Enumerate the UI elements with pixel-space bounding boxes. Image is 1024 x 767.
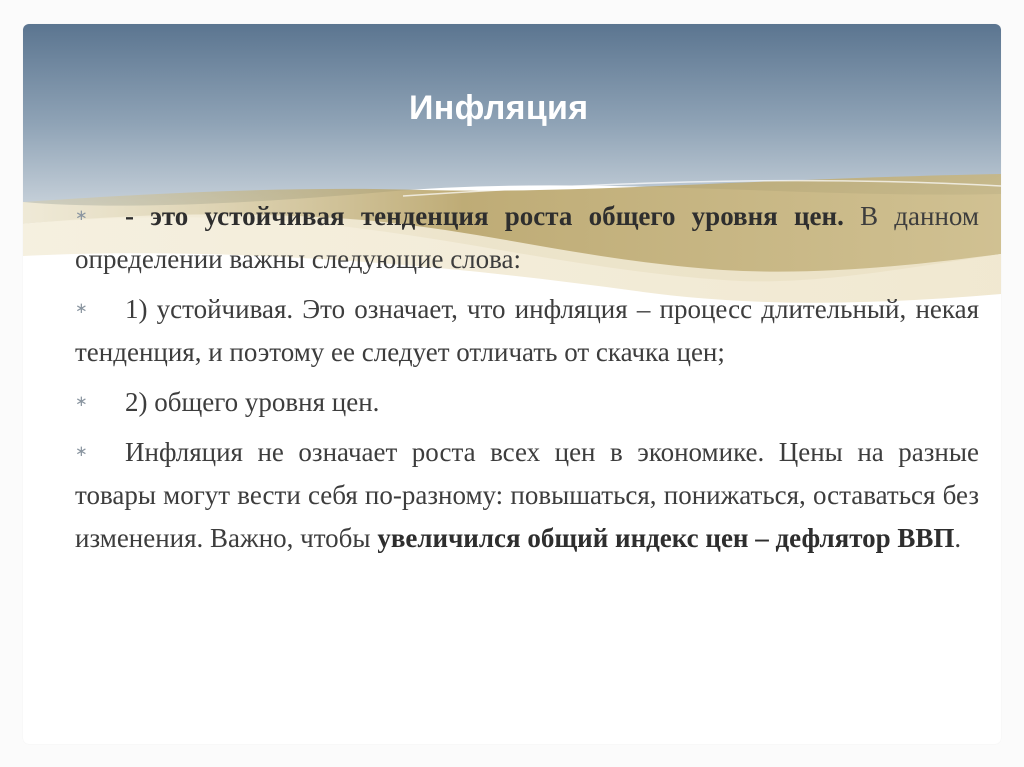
slide [23,24,1001,744]
slide-title: Инфляция [409,89,589,127]
sustained-text: 1) устойчивая. Это означает, что инфляция – процесс длительный, некая тенденция, и поэтому ее следует отличать от скачка цен; [75,294,979,367]
bullet-item-price-index [75,430,979,560]
bullet-icon: ∗ [75,299,88,317]
bullet-item-sustained [75,287,979,374]
definition-text: В данном определении важны следующие слова: [75,201,979,274]
bullet-icon: ∗ [75,392,88,410]
definition-bold-text: - это устойчивая тенденция роста общего уровня цен. [125,201,844,231]
slide-body [75,194,979,566]
bullet-icon: ∗ [75,206,88,224]
general-level-text: 2) общего уровня цен. [125,387,380,417]
bullet-item-definition [75,194,979,281]
price-index-text: Инфляция не означает роста всех цен в экономике. Цены на разные товары могут вести себя по-разному: повышаться, понижаться, оставаться без изменения. Важно, чтобы [75,437,979,553]
price-index-tail: . [954,523,962,553]
price-index-bold-text: увеличился общий индекс цен – дефлятор ВВП [377,523,955,553]
bullet-item-general-level [75,380,979,424]
bullet-icon: ∗ [75,442,88,460]
